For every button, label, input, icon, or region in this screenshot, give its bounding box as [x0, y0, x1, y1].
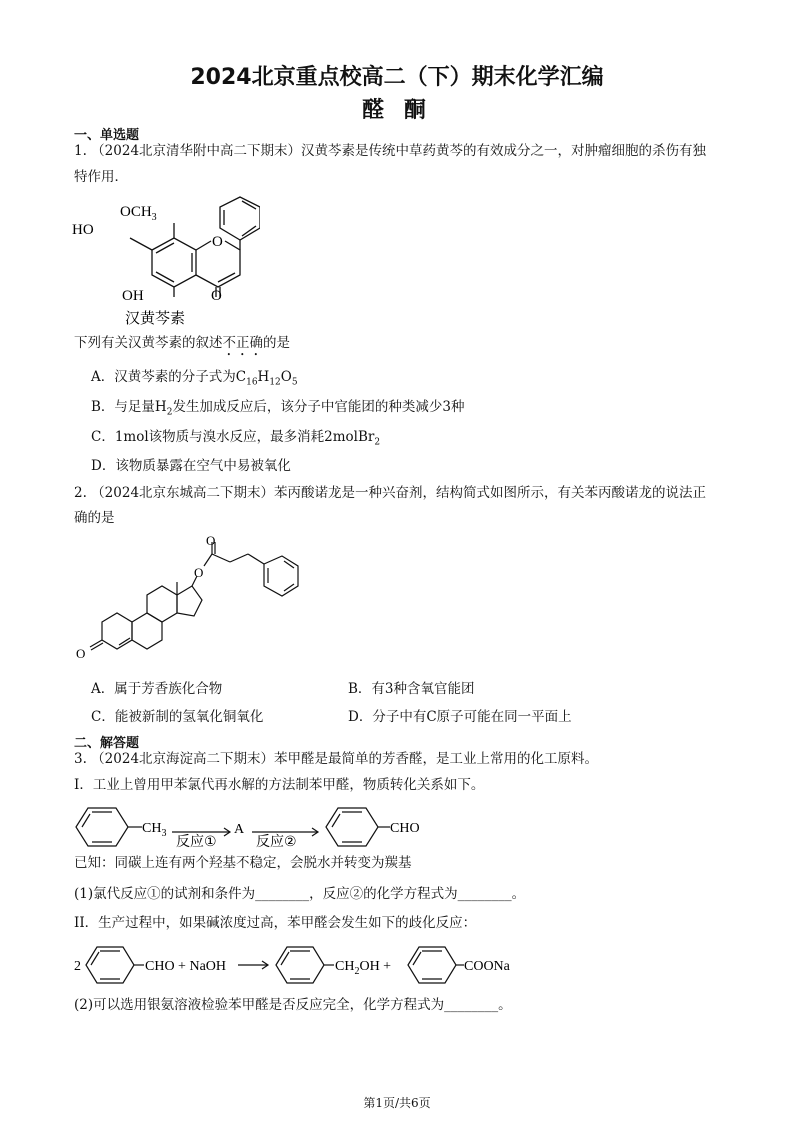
q3-scheme1-diagram	[72, 800, 452, 852]
q1-ring-oxygen-label: O	[212, 234, 223, 250]
q1-prompt: 下列有关汉黄芩素的叙述不正确的是	[74, 335, 290, 351]
page-subtitle: 醛 酮	[362, 98, 432, 123]
q3-scheme1-step1: 反应①	[176, 834, 217, 850]
q3-scheme2-coona: COONa	[464, 959, 510, 974]
q3-scheme2-reactants: CHO + NaOH	[145, 959, 226, 974]
q2-option-a: A．属于芳香族化合物	[91, 681, 223, 697]
q3-scheme2-coefficient: 2	[74, 959, 81, 974]
q2-carbonyl-oxygen-label: O	[206, 533, 216, 548]
q3-subquestion-1: (1)氯代反应①的试剂和条件为________，反应②的化学方程式为________。	[74, 886, 526, 902]
q1-option-b: B．与足量$H_2$发生加成反应后，该分子中官能团的种类减少3种	[91, 399, 465, 418]
q3-part1: I．工业上曾用甲苯氯代再水解的方法制苯甲醛，物质转化关系如下。	[74, 777, 485, 793]
q1-structure-diagram	[70, 195, 260, 330]
q2-structure-diagram	[72, 532, 302, 672]
q2-keto-oxygen-label: O	[76, 646, 86, 661]
q2-option-d: D．分子中有C原子可能在同一平面上	[348, 709, 572, 725]
q2-stem-line2: 确的是	[74, 510, 115, 526]
q2-stem-line1: 2. （2024北京东城高二下期末）苯丙酸诺龙是一种兴奋剂，结构简式如图所示，有关苯丙酸诺龙的说法正	[74, 485, 707, 501]
q1-stem-line1: 1. （2024北京清华附中高二下期末）汉黄芩素是传统中草药黄芩的有效成分之一，对肿瘤细胞的杀伤有独	[74, 143, 707, 159]
q3-part2: II．生产过程中，如果碱浓度过高，苯甲醛会发生如下的歧化反应：	[74, 915, 477, 931]
q2-option-c: C．能被新制的氢氧化铜氧化	[91, 709, 264, 725]
q3-subquestion-2: (2)可以选用银氨溶液检验苯甲醛是否反应完全，化学方程式为________。	[74, 997, 512, 1013]
q1-option-c: C．1mol该物质与溴水反应，最多消耗2molBr$_2$	[91, 429, 381, 448]
q3-scheme1-a: A	[234, 822, 245, 837]
q3-scheme2-diagram	[72, 940, 532, 992]
q1-oh-label: OH	[122, 288, 144, 304]
q3-stem: 3. （2024北京海淀高二下期末）苯甲醛是最简单的芳香醛，是工业上常用的化工原料。	[74, 751, 599, 767]
section-heading-single-choice: 一、单选题	[74, 128, 140, 143]
q2-option-b: B．有3种含氧官能团	[348, 681, 475, 697]
q2-ester-oxygen-label: O	[194, 565, 204, 580]
q3-known: 已知：同碳上连有两个羟基不稳定，会脱水并转变为羰基	[74, 855, 412, 871]
q1-stem-line2: 特作用．	[74, 169, 128, 185]
q1-och3-label: $OCH_3$	[120, 204, 157, 223]
q1-keto-oxygen-label: O	[211, 288, 222, 304]
q1-option-d: D．该物质暴露在空气中易被氧化	[91, 458, 291, 474]
q1-prompt-emphasis: 不正确	[222, 335, 263, 351]
q3-scheme1-step2: 反应②	[256, 834, 297, 850]
q3-scheme1-ch3: $CH_3$	[142, 821, 167, 839]
section-heading-answer: 二、解答题	[74, 736, 140, 751]
q3-scheme2-ch2oh: $CH_2OH$ +	[335, 959, 392, 977]
q1-option-a: A．汉黄芩素的分子式为$C_{16}H_{12}O_5$	[91, 369, 298, 388]
page-title: 2024北京重点校高二（下）期末化学汇编	[190, 65, 604, 90]
q1-ho-label: HO	[72, 222, 94, 238]
q1-structure-caption: 汉黄芩素	[125, 309, 186, 327]
q3-scheme1-cho: CHO	[390, 821, 420, 836]
page-number: 第1页/共6页	[363, 1096, 431, 1110]
